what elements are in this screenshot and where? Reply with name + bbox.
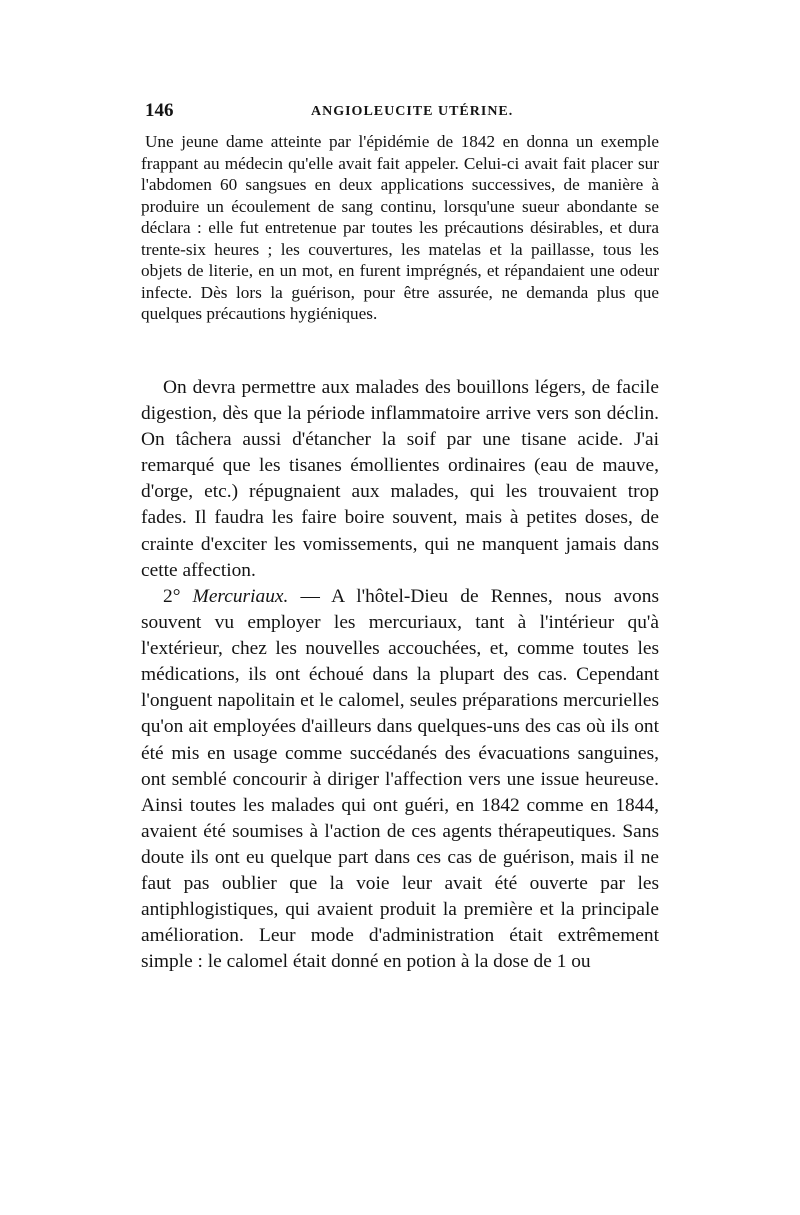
section-body: — A l'hôtel-Dieu de Rennes, nous avons souvent vu employer les mercuriaux, tant à l'intérieur qu'à l'extérieur, chez les nouvelles accouchées, et, comme toutes les médications, ils ont échoué dans la plupart des cas. Cependant l'onguent napolitain et le calomel, seules préparations mercurielles qu'on ait employées d'ailleurs dans quelques-uns des cas où ils ont été mis en usage comme succédanés des évacuations sanguines, ont semblé concourir à diriger l'affection vers une issue heureuse. Ainsi toutes les malades qui ont guéri, en 1842 comme en 1844, avaient été soumises à l'action de ces agents thérapeutiques. Sans doute ils ont eu quelque part dans ces cas de guérison, mais il ne faut pas oublier que la voie leur avait été ouverte par les antiphlogistiques, qui avaient produit la première et la principale amélioration. Leur mode d'administration était extrêmement simple : le calomel était donné en potion à la dose de 1 ou xyxy=(141,586,659,973)
paragraph-diet: On devra permettre aux malades des bouillons légers, de facile digestion, dès que la période inflammatoire arrive vers son déclin. On tâchera aussi d'étancher la soif par une tisane acide. J'ai remarqué que les tisanes émollientes ordinaires (eau de mauve, d'orge, etc.) répugnaient aux malades, qui les trouvaient trop fades. Il faudra les faire boire souvent, mais à petites doses, de crainte d'exciter les vomissements, qui ne manquent jamais dans cette affection. xyxy=(141,377,659,581)
paragraph-mercuriaux xyxy=(141,584,659,975)
running-title: ANGIOLEUCITE UTÉRINE. xyxy=(311,104,514,119)
paragraph-sweat-case: Une jeune dame atteinte par l'épidémie de 1842 en donna un exemple frappant au médecin qu'elle avait fait appeler. Celui-ci avait fait placer sur l'abdomen 60 sangsues en deux applications successives, de manière à produire un écoulement de sang continu, lorsqu'une sueur abondante se déclara : elle fut entretenue par toutes les précautions désirables, et dura trente-six heures ; les couvertures, les matelas et la paillasse, tous les objets de literie, en un mot, en furent imprégnés, et répandaient une odeur infecte. Dès lors la guérison, pour être assurée, ne demanda plus que quelques précautions hygiéniques. xyxy=(141,132,659,323)
page-header xyxy=(141,100,663,126)
page-number: 146 xyxy=(145,100,174,121)
section-title: Mercuriaux. xyxy=(192,586,289,607)
section-number: 2° xyxy=(163,586,181,607)
